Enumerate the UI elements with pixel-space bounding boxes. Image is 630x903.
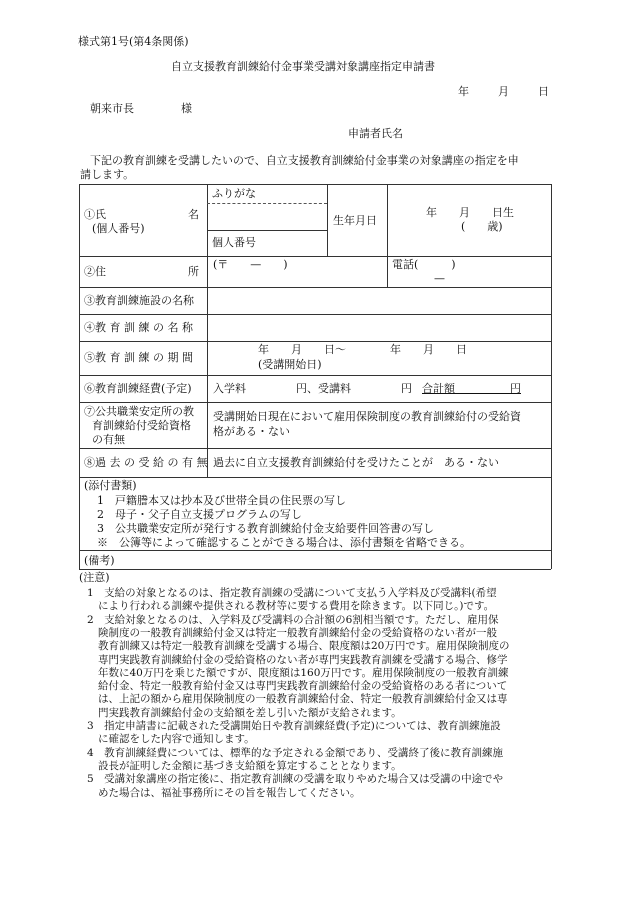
page-title: 自立支援教育訓練給付金事業受講対象講座指定申請書 <box>171 60 435 73</box>
birth-date-value: 年 月 日生 <box>426 206 514 219</box>
employment-label-line2: 育訓練給付受給資格 <box>92 419 191 432</box>
addressee-sama: 様 <box>181 102 192 115</box>
course-name-label: ④教 育 訓 練 の 名 称 <box>84 321 193 334</box>
facility-label: ③教育訓練施設の名称 <box>84 294 194 307</box>
note-item-continuation: は、上記の額から雇用保険制度の一般教育訓練給付金、特定一般教育訓練給付金又は専 <box>98 693 508 706</box>
date-day: 日 <box>538 85 549 98</box>
cost-yen: 円 <box>401 382 412 395</box>
name-label: ①氏 <box>84 208 106 221</box>
note-item: 5 受講対象講座の指定後に、指定教育訓練の受講を取りやめた場合又は受講の中途でや <box>87 773 504 786</box>
cost-entry-fee: 入学料 <box>213 382 246 395</box>
employment-value-line1: 受講開始日現在において雇用保険制度の教育訓練給付の受給資 <box>213 410 521 423</box>
period-label: ⑤教 育 訓 練 の 期 間 <box>84 351 193 364</box>
note-item-continuation: 給付金、特定一般教育給付金又は専門実践教育訓練給付金の受給資格のある者について <box>98 680 508 693</box>
employment-label-line1: ⑦公共職業安定所の教 <box>84 405 194 418</box>
address-label: ②住 <box>84 265 106 278</box>
period-sub: (受講開始日) <box>258 358 322 371</box>
attachment-item: 2 母子・父子自立支援プログラムの写し <box>97 508 302 521</box>
past-receipt-value: 過去に自立支援教育訓練給付を受けたことが ある・ない <box>213 456 499 469</box>
furigana-label: ふりがな <box>212 187 256 200</box>
employment-value-line2: 格がある・ない <box>213 425 290 438</box>
attachment-note: ※ 公簿等によって確認することができる場合は、添付書類を省略できる。 <box>97 536 471 549</box>
intro-text-line2: 請します。 <box>80 168 135 181</box>
date-month: 月 <box>498 85 509 98</box>
cost-label: ⑥教育訓練経費(予定) <box>84 382 192 395</box>
notes-title: (注意) <box>79 571 110 584</box>
note-item: 2 支給対象となるのは、入学料及び受講料の合計額の6割相当額です。ただし、雇用保 <box>87 613 499 626</box>
date-year: 年 <box>458 85 469 98</box>
age-value: ( 歳) <box>461 220 503 233</box>
period-value: 年 月 日～ 年 月 日 <box>258 343 467 356</box>
phone-label: 電話( ) <box>392 258 456 271</box>
cost-total: 合計額 円 <box>422 382 521 395</box>
birth-date-label: 生年月日 <box>333 214 377 227</box>
past-receipt-label: ⑧過 去 の 受 給 の 有 無 <box>84 456 208 469</box>
note-item-continuation: に確認をした内容で通知します。 <box>98 733 255 746</box>
postal-code: (〒 — ) <box>213 258 288 271</box>
cost-tuition: 円、受講料 <box>296 382 351 395</box>
attachments-title: (添付書類) <box>84 479 137 492</box>
note-item-continuation: 教育訓練又は特定一般教育訓練を受講する場合、限度額は20万円です。雇用保険制度の <box>98 640 510 653</box>
note-item-continuation: 年数に40万円を乗じた額ですが、限度額は160万円です。雇用保険制度の一般教育訓練 <box>98 666 509 679</box>
note-item: 3 指定申請書に記載された受講開始日や教育訓練経費(予定)については、教育訓練施設 <box>87 720 501 732</box>
intro-text-line1: 下記の教育訓練を受講したいので、自立支援教育訓練給付金事業の対象講座の指定を申 <box>90 154 519 167</box>
phone-dash: — <box>434 272 445 285</box>
addressee-mayor: 朝来市長 <box>90 102 134 115</box>
address-label-end: 所 <box>188 265 199 278</box>
personal-number-label: (個人番号) <box>92 222 145 235</box>
attachment-item: 1 戸籍謄本又は抄本及び世帯全員の住民票の写し <box>97 494 346 507</box>
note-item-continuation: 設長が証明した金額に基づき支給額を算定することとなります。 <box>98 759 402 772</box>
name-label-end: 名 <box>188 208 199 221</box>
note-item: 4 教育訓練経費については、標準的な予定される金額であり、受講終了後に教育訓練施 <box>87 746 503 759</box>
note-item-continuation: 険制度の一般教育訓練給付金又は特定一般教育訓練給付金の受給資格のない者が一般 <box>98 626 497 639</box>
note-item-continuation: 専門実践教育訓練給付金の受給資格のない者が専門実践教育訓練を受講する場合、修学 <box>98 653 508 666</box>
employment-label-line3: の有無 <box>92 433 125 446</box>
applicant-name-label: 申請者氏名 <box>348 127 403 140</box>
note-item-continuation: により行われる訓練や提供される教材等に要する費用を除きます。以下同じ。)です。 <box>98 600 495 613</box>
attachment-item: 3 公共職業安定所が発行する教育訓練給付金支給要件回答書の写し <box>97 522 434 535</box>
form-number: 様式第1号(第4条関係) <box>78 35 189 48</box>
note-item-continuation: 門実践教育訓練給付金の支給額を差し引いた額が支給されます。 <box>98 706 402 719</box>
note-item: 1 支給の対象となるのは、指定教育訓練の受講について支払う入学料及び受講料(希望 <box>87 587 497 599</box>
note-item-continuation: めた場合は、福祉事務所にその旨を報告してください。 <box>98 786 361 799</box>
personal-number-field-label: 個人番号 <box>212 236 256 249</box>
remarks-title: (備考) <box>84 554 115 567</box>
